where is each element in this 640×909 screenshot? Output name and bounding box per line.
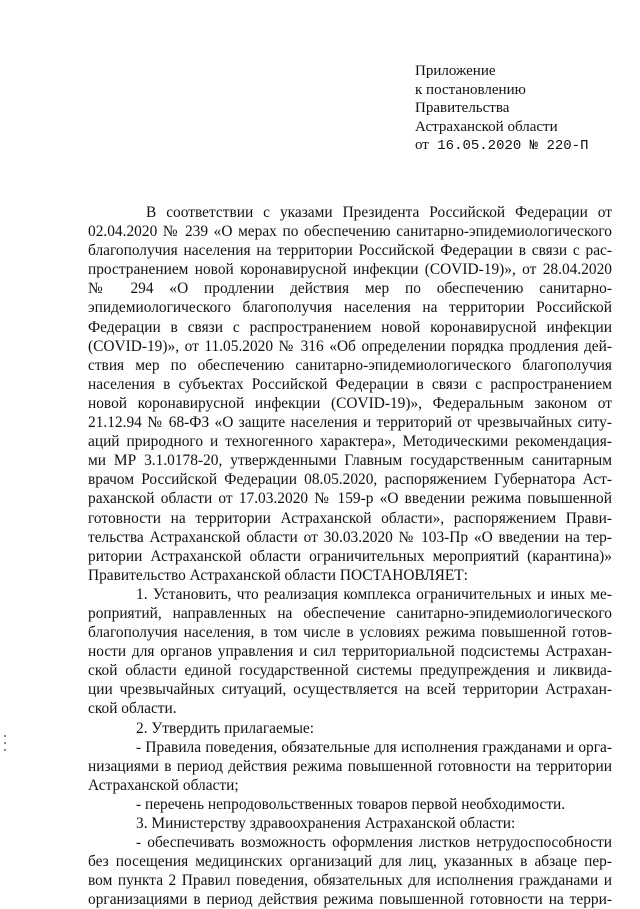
body-line: - перечень непродовольственных товаров первой необходимости.: [136, 795, 566, 813]
margin-mark: [4, 742, 6, 744]
body-line: Федерации в связи с распространением новой коронавирусной инфекции: [88, 318, 612, 336]
appendix-date: [415, 136, 589, 156]
body-line: - Правила поведения, обязательные для исполнения гражданами и орга-: [136, 738, 612, 756]
body-line: ской области.: [88, 700, 177, 718]
body-line: (COVID-19)», от 11.05.2020 № 316 «Об определении порядка продления дей-: [88, 337, 612, 355]
appendix-title: Приложение: [415, 63, 496, 79]
body-line: Астраханской области;: [88, 776, 239, 794]
body-line: ствия мер по обеспечению санитарно-эпидемиологического благополучия: [88, 356, 612, 374]
body-line: Правительство Астраханской области ПОСТАНОВЛЯЕТ:: [88, 566, 468, 584]
date-label: от: [415, 137, 429, 153]
body-line: вом пункта 2 Правил поведения, обязательных для исполнения гражданами и: [88, 872, 612, 890]
body-line: роприятий, направленных на обеспечение санитарно-эпидемиологического: [88, 604, 612, 622]
body-line: ритории Астраханской области ограничительных мероприятий (карантина)»: [88, 547, 612, 565]
margin-mark: [4, 749, 6, 751]
body-line: ности для органов управления и сил территориальной подсистемы Астрахан-: [88, 643, 612, 661]
document-body: [88, 203, 612, 909]
date-value: 16.05.2020 № 220-П: [437, 138, 589, 154]
body-line: 02.04.2020 № 239 «О мерах по обеспечению санитарно-эпидемиологического: [88, 223, 612, 241]
body-line: тельства Астраханской области от 30.03.2020 № 103-Пр «О введении на тер-: [88, 528, 612, 546]
body-line: организациями в период действия режима повышенной готовности на терри-: [88, 891, 612, 909]
body-line: врачом Российской Федерации 08.05.2020, распоряжением Губернатора Аст-: [88, 471, 612, 489]
body-line: населения в субъектах Российской Федерации в связи с распространением: [88, 375, 612, 393]
body-line: - обеспечивать возможность оформления листков нетрудоспособности: [136, 834, 612, 852]
margin-mark: [4, 735, 6, 737]
body-line: 1. Установить, что реализация комплекса ограничительных и иных ме-: [136, 585, 612, 603]
body-line: благополучия населения на территории Российской Федерации в связи с рас-: [88, 242, 612, 260]
appendix-line-2: к постановлению: [415, 81, 526, 98]
body-line: пространением новой коронавирусной инфекции (COVID-19)», от 28.04.2020: [88, 261, 612, 279]
body-line: новой коронавирусной инфекции (COVID-19)», Федеральным законом от: [88, 394, 612, 412]
body-line: готовности на территории Астраханской области», распоряжением Прави-: [88, 509, 612, 527]
body-line: № 294 «О продлении действия мер по обеспечению санитарно-: [88, 280, 612, 298]
body-line: 2. Утвердить прилагаемые:: [136, 719, 315, 737]
body-line: эпидемиологического благополучия населения на территории Российской: [88, 299, 612, 317]
body-line: ской области единой государственной системы предупреждения и ликвида-: [88, 662, 612, 680]
body-line: аций природного и техногенного характера», Методическими рекомендация-: [88, 433, 612, 451]
body-line: низациями в период действия режима повышенной готовности на территории: [88, 757, 612, 775]
body-line: ции чрезвычайных ситуаций, осуществляется на всей территории Астрахан-: [88, 681, 612, 699]
body-line: 3. Министерству здравоохранения Астраханской области:: [136, 815, 516, 832]
appendix-header: [415, 62, 589, 156]
body-line: 21.12.94 № 68-ФЗ «О защите населения и территорий от чрезвычайных ситу-: [88, 414, 612, 432]
body-line: ми МР 3.1.0178-20, утвержденными Главным государственным санитарным: [88, 452, 612, 470]
body-line: раханской области от 17.03.2020 № 159-р «О введении режима повышенной: [88, 490, 612, 508]
appendix-line-3: Правительства: [415, 100, 510, 116]
body-line: без посещения медицинских организаций для лиц, указанных в абзаце пер-: [88, 853, 612, 871]
body-line: В соответствии с указами Президента Российской Федерации от: [146, 204, 612, 221]
body-line: благополучия населения, в том числе в условиях режима повышенной готов-: [88, 624, 612, 642]
appendix-line-4: Астраханской области: [415, 118, 558, 135]
